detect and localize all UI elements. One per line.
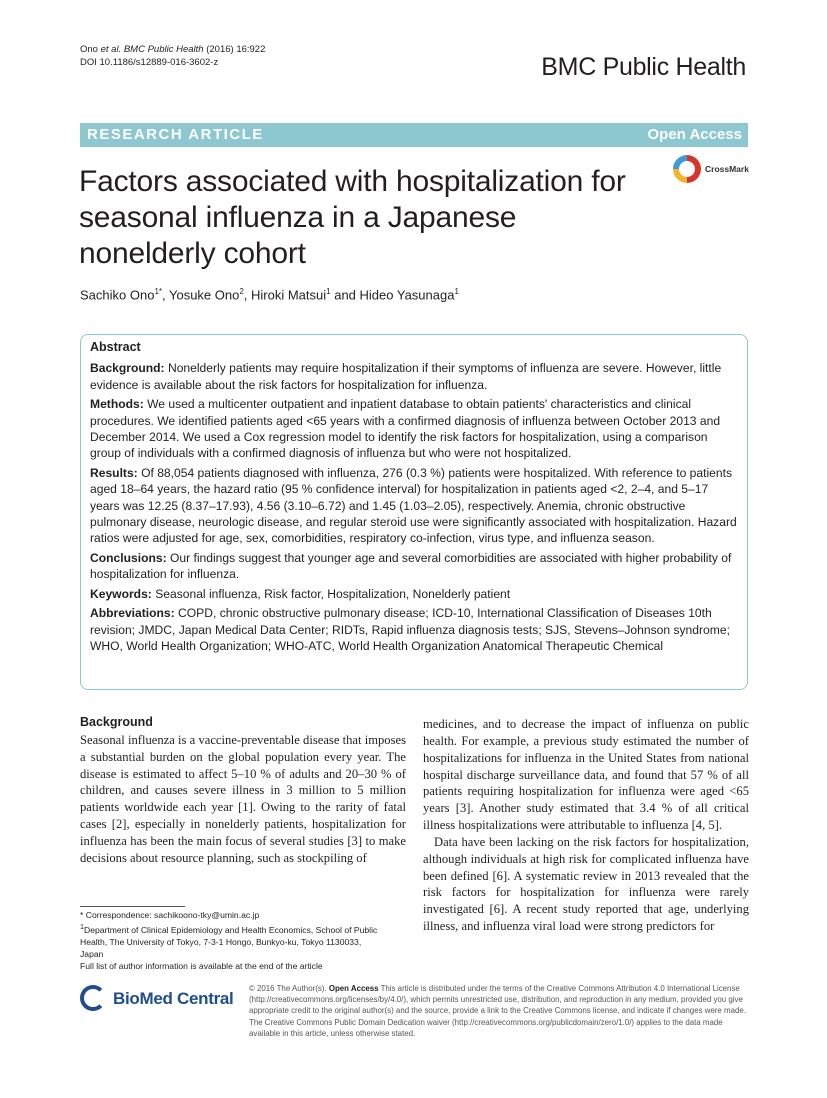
publisher-name: BioMed Central [113,989,234,1008]
crossmark-icon [673,155,701,183]
crossmark-badge[interactable] [673,155,748,187]
body-paragraph: Data have been lacking on the risk factors for hospitalization, although individuals at high risk for complicated influenza have been defined [6]. A systematic review in 2013 revealed that the risk factors for hospitalization for influenza were rarely investigated [6]. A recent study reported that age, underlying illness, and influenza viral load were strong predictors for [423,834,749,934]
author-name: , Yosuke Ono [162,287,240,303]
open-access-label: Open Access [328,984,379,993]
abstract-conclusions [90,550,738,583]
abstract-keywords [90,586,738,602]
abstract-box [80,334,748,690]
author-affiliation-mark: 1 [326,287,331,296]
crossmark-label: CrossMark [705,164,749,174]
author-info-note: Full list of author information is available at the end of the article [80,960,323,971]
affiliation-text: Department of Clinical Epidemiology and Health Economics, School of Public Health, The University of Tokyo, 7-3-1 Hongo, Bunkyo-ku, Tokyo 1130033, Japan [80,924,378,959]
citation-block [80,43,265,69]
section-label: Abbreviations: [90,606,175,621]
section-label: Results: [90,465,138,480]
abstract-background [90,360,738,393]
body-column-right [423,716,749,935]
section-text: Of 88,054 patients diagnosed with influenza, 276 (0.3 %) patients were hospitalized. With reference to patients aged 18–64 years, the hazard ratio (95 % confidence interval) for hospitalization in patients aged <2, 2–4, and 5–17 years was 12.25 (8.37–17.93), 4.56 (3.10–6.72) and 1.45 (1.03–2.05), respectively. Anemia, chronic obstructive pulmonary disease, neurologic disease, and regular steroid use were significantly associated with hospitalization. Hazard ratios were adjusted for age, sex, comorbidities, respiratory co-infection, virus type, and influenza season. [90,465,737,546]
body-paragraph: Seasonal influenza is a vaccine-preventable disease that imposes a substantial burden on the global population every year. The disease is estimated to affect 5–10 % of adults and 20–30 % of children, and causes severe illness in 3 million to 5 million patients worldwide each year [1]. Owing to the rarity of fatal cases [2], especially in nonelderly patients, hospitalization for influenza has been the main focus of several studies [3] to make decisions about resource planning, such as stockpiling of [80,732,406,865]
citation-journal: et al. BMC Public Health [100,44,204,55]
article-title: Factors associated with hospitalization for seasonal influenza in a Japanese nonelderly cohort [79,165,626,270]
body-paragraph: medicines, and to decrease the impact of influenza on public health. For example, a previous study estimated the number of hospitalizations for influenza in the United States from national hospital discharge surveillance data, and found that 57 % of all patients requiring hospitalization for influenza were aged <65 years [3]. Another study estimated that 3.4 % of all critical illness hospitalizations were attributable to influenza [4, 5]. [423,717,749,833]
author-name: , Hiroki Matsui [243,287,327,303]
abstract-abbreviations [90,605,738,654]
doi: DOI 10.1186/s12889-016-3602-z [80,57,219,68]
section-label: Methods: [90,397,144,412]
citation-line [80,43,265,56]
abstract-methods [90,396,738,462]
section-text: Our findings suggest that younger age and several comorbidities are associated with higher probability of hospitalization for influenza. [90,550,732,582]
abstract-results [90,465,738,547]
correspondence-note[interactable]: * Correspondence: sachikoono-tky@umin.ac.jp [80,910,260,920]
section-text: We used a multicenter outpatient and inpatient database to obtain patients' characteristics and clinical procedures. We identified patients aged <65 years with a confirmed diagnosis of influenza between October 2013 and December 2014. We used a Cox regression model to identify the risk factors for hospitalization, using a comparison group of individuals with a confirmed diagnosis of influenza but who were not hospitalized. [90,397,721,461]
author-affiliation-mark: 1 [454,287,459,296]
journal-name: BMC Public Health [541,53,746,81]
author-name: and Hideo Yasunaga [330,287,455,303]
biomed-central-icon [80,985,106,1011]
article-type-banner [80,123,748,147]
license-text [249,983,749,1039]
copyright-line: © 2016 The Author(s). [249,984,327,993]
footnote-divider [80,906,185,907]
affiliation-mark: 1 [80,923,84,931]
section-label: Conclusions: [90,550,167,565]
footnotes [80,909,380,972]
author-affiliation-mark: 2 [239,287,244,296]
open-access-label: Open Access [647,126,742,143]
author-list [80,287,459,302]
affiliation-note [80,921,380,960]
section-text: Nonelderly patients may require hospitalization if their symptoms of influenza are severe. However, little evidence is available about the risk factors for hospitalization for influenza. [90,361,722,392]
author-affiliation-mark: 1* [154,287,162,296]
section-text: Seasonal influenza, Risk factor, Hospitalization, Nonelderly patient [151,586,511,601]
publisher-logo[interactable] [80,985,240,1017]
abstract-heading: Abstract [90,340,141,354]
citation-authors: Ono [80,44,101,55]
author-name: Sachiko Ono [80,287,155,303]
license-body: This article is distributed under the terms of the Creative Commons Attribution 4.0 International License (http://creativecommons.org/licenses/by/4.0/), which permits unrestricted use, distribution, and reproduction in any medium, provided you give appropriate credit to the original author(s) and the source, provide a link to the Creative Commons license, and indicate if changes were made. The Creative Commons Public Domain Dedication waiver (http://creativecommons.org/publicdomain/zero/1.0/) applies to the data made available in this article, unless otherwise stated. [249,984,746,1038]
citation-volume: (2016) 16:922 [203,44,266,55]
section-label: Background: [90,361,165,376]
body-column-left [80,714,406,867]
section-text: COPD, chronic obstructive pulmonary disease; ICD-10, International Classification of Diseases 10th revision; JMDC, Japan Medical Data Center; RIDTs, Rapid influenza diagnosis tests; SJS, Stevens–Johnson syndrome; WHO, World Health Organization; WHO-ATC, World Health Organization Anatomical Therapeutic Chemical [90,606,730,653]
article-type-label: RESEARCH ARTICLE [87,126,264,143]
section-label: Keywords: [90,586,152,601]
section-heading: Background [80,715,153,729]
